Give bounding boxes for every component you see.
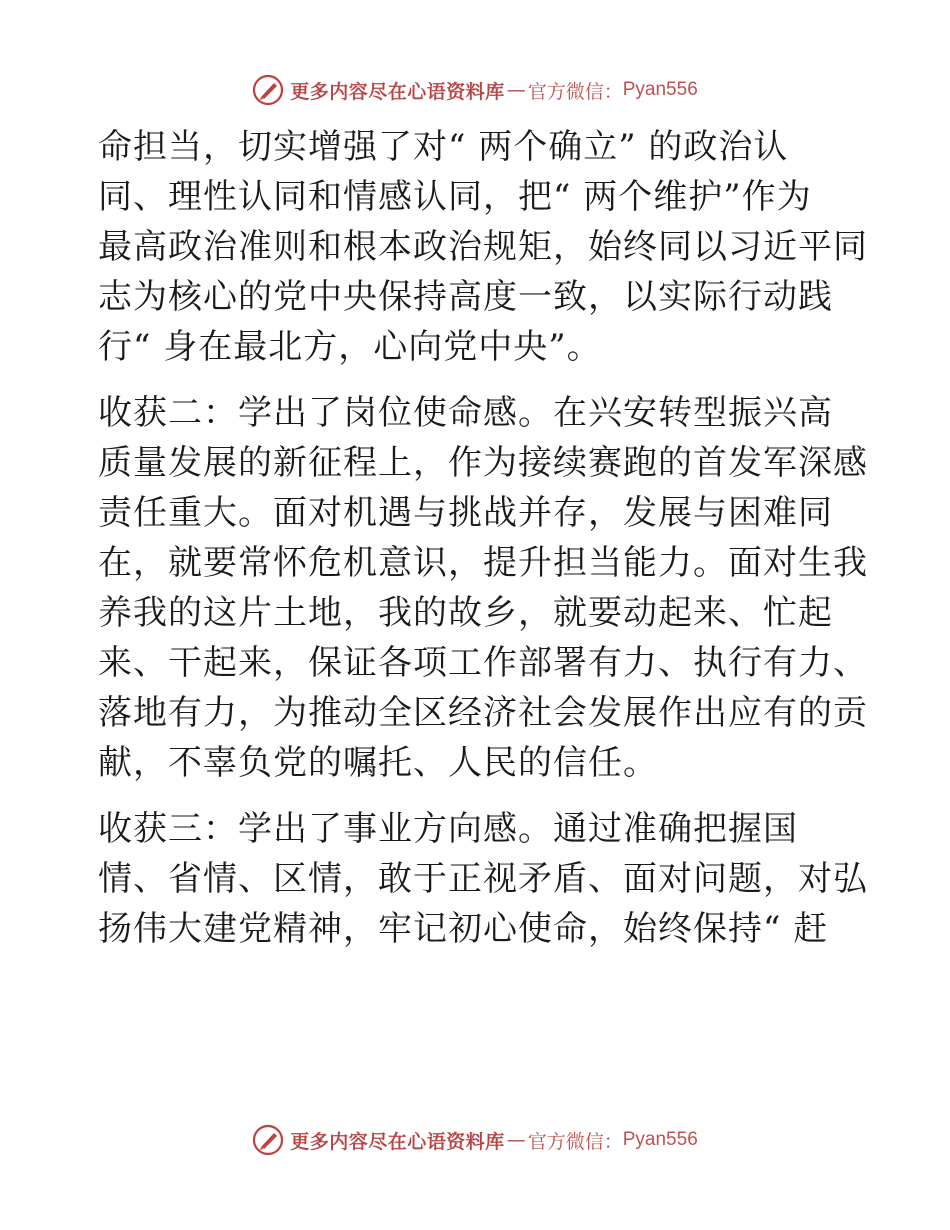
watermark-wechat-id: Pyan556 [622,79,698,100]
watermark-dash: — [506,1129,526,1151]
watermark-wechat-id: Pyan556 [622,1129,698,1150]
text-line: 收获二：学出了岗位使命感。在兴安转型振兴高 [98,393,833,433]
text-line: 志为核心的党中央保持高度一致，以实际行动践 [98,277,833,317]
text-line: 最高政治准则和根本政治规矩，始终同以习近平同 [98,227,868,267]
paragraph-gap [98,788,858,804]
text-line: 情、省情、区情，敢于正视矛盾、面对问题，对弘 [98,859,868,899]
text-line: 同、理性认同和情感认同，把“ 两个维护”作为 [98,177,812,217]
text-line: 养我的这片土地，我的故乡，就要动起来、忙起 [98,593,833,633]
text-line: 收获三：学出了事业方向感。通过准确把握国 [98,809,798,849]
text-line: 质量发展的新征程上，作为接续赛跑的首发军深感 [98,443,868,483]
watermark-dash: — [506,79,526,101]
pen-logo-icon [252,1124,284,1156]
text-line: 责任重大。面对机遇与挑战并存，发展与困难同 [98,493,833,533]
watermark-wechat-label: 官方微信： [527,1130,623,1153]
watermark-text: 更多内容尽在心语资料库 [290,80,505,103]
paragraph-3 [98,804,868,954]
text-line: 扬伟大建党精神，牢记初心使命，始终保持“ 赶 [98,909,829,949]
watermark-text: 更多内容尽在心语资料库 [290,1130,505,1153]
paragraph-gap [98,372,858,388]
watermark-wechat-label: 官方微信： [527,80,623,103]
text-line: 行“ 身在最北方，心向党中央”。 [98,327,602,367]
text-line: 在，就要常怀危机意识，提升担当能力。面对生我 [98,543,868,583]
text-line: 献，不辜负党的嘱托、人民的信任。 [98,743,658,783]
pen-logo-icon [252,74,284,106]
paragraph-1 [98,122,868,372]
text-line: 落地有力，为推动全区经济社会发展作出应有的贡 [98,693,868,733]
document-body [98,122,868,954]
footer-watermark [0,1120,950,1160]
text-line: 命担当，切实增强了对“ 两个确立” 的政治认 [98,127,789,167]
text-line: 来、干起来，保证各项工作部署有力、执行有力、 [98,643,868,683]
paragraph-2 [98,388,868,788]
header-watermark [0,70,950,110]
